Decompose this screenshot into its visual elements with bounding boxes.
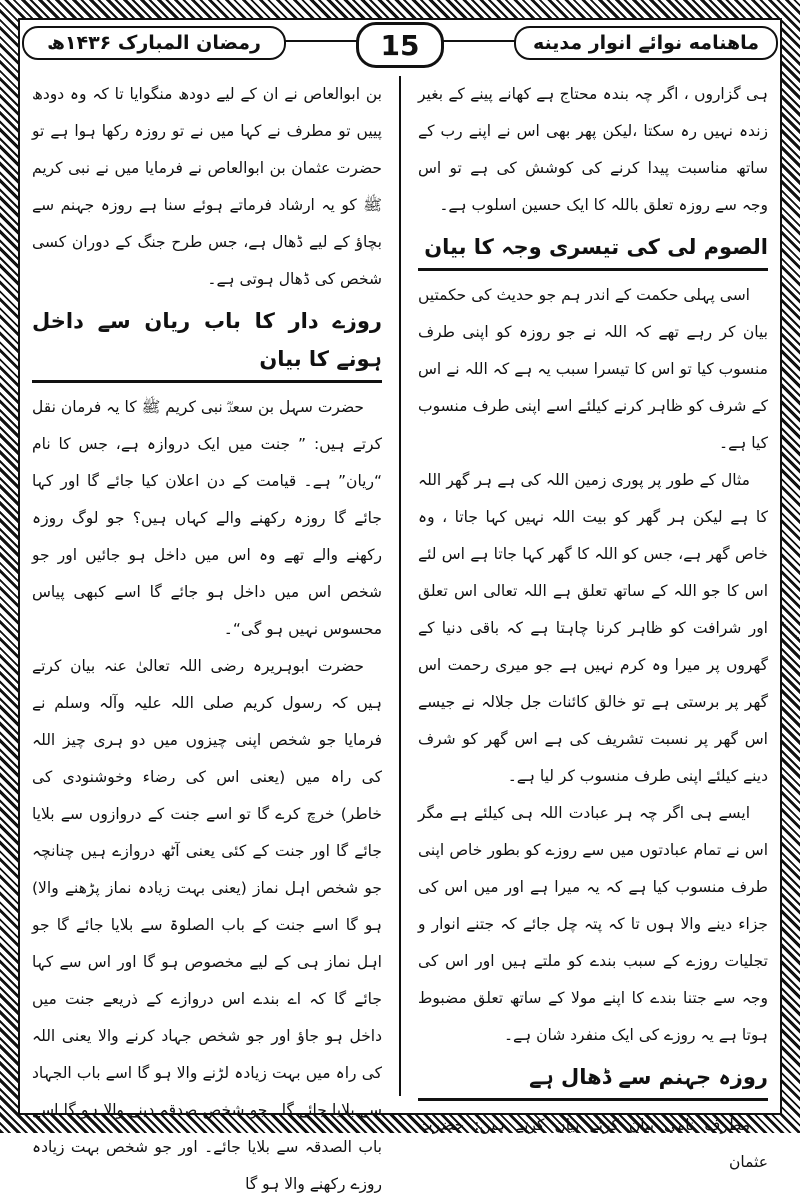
left-column [32,76,382,1193]
page-number: 15 [356,22,444,68]
section-heading: روزے دار کا باب ریان سے داخل ہونے کا بیان [32,302,382,383]
paragraph: مطرف نامی بیان کرتے بیان کرتے ہیں: حضرت عثمان [418,1116,768,1171]
page-header [22,22,778,66]
magazine-title: ماهنامه نوائے انوار مدینه [514,26,778,60]
paragraph: مثال کے طور پر پوری زمین اللہ کی ہے ہر گھر اللہ کا ہے لیکن ہر گھر کو بیت اللہ نہیں کہا جاتا ، وہ خاص گھر ہے، جس کو اللہ کا گھر کہا جاتا ہے اس لئے اس کا جو اللہ کے ساتھ تعلق ہے اللہ تعالی اس تعلق اور شرافت کو ظاہر کرنا چاہتا ہے کہ باقی دنیا کے گھروں پر میرا وہ کرم نہیں ہے جو میری رحمت اس گھر پر برستی ہے تو خالق کائنات جل جلالہ نے جیسے اس گھر پر نسبت تشریف کی ہے اس گھر کو شرف دینے کیلئے اپنی طرف منسوب کر لیا ہے۔ [418,471,768,785]
column-divider [399,76,401,1096]
paragraph: ہی گزاروں ، اگر چہ بندہ محتاج ہے کھانے پینے کے بغیر زندہ نہیں رہ سکتا ،لیکن پھر بھی اس نے اپنے رب کے ساتھ مناسبت پیدا کرنے کی کوشش کی ہے تو اس وجہ سے روزہ تعلق باللہ کا ایک حسین اسلوب ہے۔ [418,85,768,214]
paragraph: حضرت ابوہریرہ رضی اللہ تعالیٰ عنہ بیان کرتے ہیں کہ رسول کریم صلی اللہ علیہ وآلہ وسلم نے فرمایا جو شخص اپنی چیزوں میں دو ہری چیز اللہ کی راہ میں (یعنی اس کی رضاء وخوشنودی کی خاطر) خرچ کرے گا تو اسے جنت کے دروازوں سے بلایا جائے گا اور جنت کے کئی یعنی آٹھ دروازے ہیں چنانچہ جو شخص اہل نماز (یعنی بہت زیادہ نماز پڑھنے والا) ہو گا اسے جنت کے باب الصلوۃ سے بلایا جائے گا جو اہل نماز ہی کے لیے مخصوص ہو گا اور اس سے کہا جائے گا کہ اے بندے اس دروازے کے ذریعے جنت میں داخل ہو جاؤ اور جو شخص جہاد کرنے والا یعنی اللہ کی راہ میں بہت زیادہ لڑنے والا ہو گا اسے باب الجہاد سے بلایا جائے گا۔ جو شخص صدقہ دینے والا ہو گا اسے باب الصدقہ سے بلایا جائے۔ اور جو شخص بہت زیادہ روزے رکھنے والا ہو گا [32,657,382,1193]
section-heading: الصوم لی کی تیسری وجہ کا بیان [418,228,768,271]
paragraph: ایسے ہی اگر چہ ہر عبادت اللہ ہی کیلئے ہے مگر اس نے تمام عبادتوں میں سے روزے کو بطور خاص اپنی طرف منسوب کیا ہے کہ یہ میرا ہے اور میں اس کی جزاء دینے والا ہوں تا کہ پتہ چل جائے کہ جتنے انوار و تجلیات روزے کے سبب بندے کو ملتے ہیں اور اس کی وجہ سے جتنا بندے کا اپنے مولا کے ساتھ تعلق مضبوط ہوتا ہے یہ روزے کی ایک منفرد شان ہے۔ [418,804,768,1044]
right-column [418,76,768,1171]
paragraph: بن ابوالعاص نے ان کے لیے دودھ منگوایا تا کہ وہ دودھ پییں تو مطرف نے کہا میں نے تو روزہ رکھا ہوا ہے تو حضرت عثمان بن ابوالعاص نے فرمایا میں نے نبی کریم ﷺ کو یہ ارشاد فرماتے ہوئے سنا ہے روزہ جہنم سے بچاؤ کے لیے ڈھال ہے، جس طرح جنگ کے دوران کسی شخص کی ڈھال ہوتی ہے۔ [32,85,382,288]
paragraph: اسی پہلی حکمت کے اندر ہم جو حدیث کی حکمتیں بیان کر رہے تھے کہ اللہ نے جو روزہ کو اپنی طرف منسوب کیا تو اس کا تیسرا سبب یہ ہے کہ اللہ نے اس کے شرف کو ظاہر کرنے کیلئے اسے اپنی طرف منسوب کیا ہے۔ [418,286,768,452]
issue-date: رمضان المبارک ۱۴۳۶ھ [22,26,286,60]
section-heading: روزہ جہنم سے ڈھال ہے [418,1058,768,1101]
paragraph: حضرت سہل بن سعدؓ نبی کریم ﷺ کا یہ فرمان نقل کرتے ہیں: ” جنت میں ایک دروازہ ہے، جس کا نام “ریان” ہے۔ قیامت کے دن اعلان کیا جائے گا اور کہا جائے گا روزہ رکھنے والے کہاں ہیں؟ جو لوگ روزہ رکھنے والے تھے وہ اس میں داخل ہو جائیں اور جو شخص اس میں داخل ہو جائے گا اسے کبھی پیاس محسوس نہیں ہو گی“۔ [32,398,382,638]
